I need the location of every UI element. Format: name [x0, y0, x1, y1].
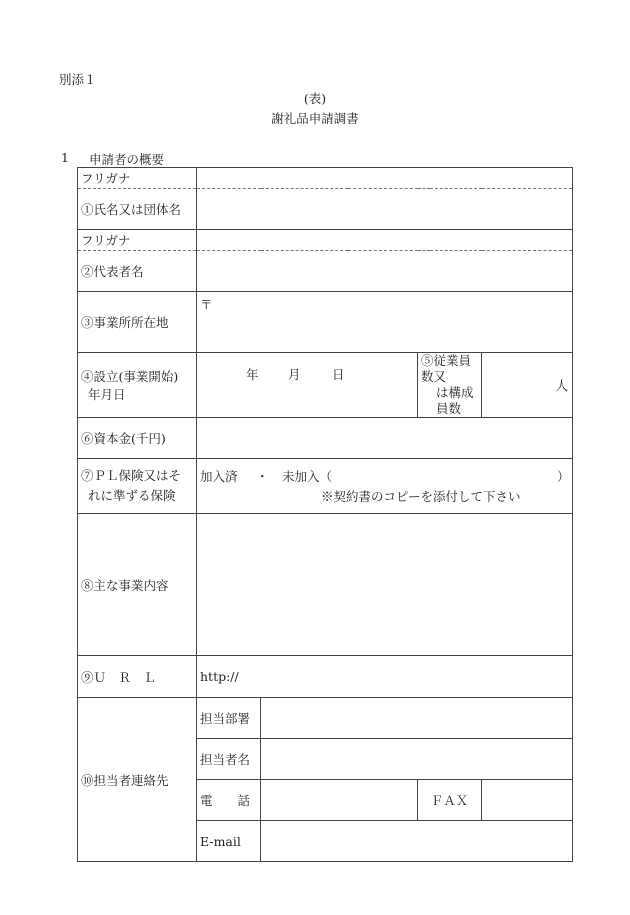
address-label: ③事業所所在地: [78, 292, 197, 353]
url-label: ⑨Ｕ Ｒ Ｌ: [78, 656, 197, 698]
employees-unit: 人: [555, 378, 569, 393]
capital-input[interactable]: [197, 418, 573, 459]
email-input[interactable]: [261, 821, 573, 862]
furigana-input-2[interactable]: [197, 230, 573, 251]
department-label: 担当部署: [197, 698, 261, 739]
person-input[interactable]: [261, 739, 573, 780]
person-label: 担当者名: [197, 739, 261, 780]
capital-label: ⑥資本金(千円): [78, 418, 197, 459]
furigana-label-2: フリガナ: [78, 230, 197, 251]
postal-mark: 〒: [200, 297, 213, 312]
established-date-input[interactable]: [197, 353, 418, 418]
phone-input[interactable]: [261, 780, 418, 821]
pl-notjoined-option[interactable]: 未加入（: [282, 469, 333, 484]
representative-label: ②代表者名: [78, 251, 197, 292]
pl-separator: ・: [256, 469, 269, 484]
department-input[interactable]: [261, 698, 573, 739]
pl-note: ※契約書のコピーを添付して下さい: [321, 489, 521, 504]
fax-label: ＦＡＸ: [418, 780, 482, 821]
month-label: 月: [288, 367, 301, 382]
pl-insurance-input[interactable]: [197, 459, 573, 514]
name-label: ①氏名又は団体名: [78, 189, 197, 230]
name-input[interactable]: [197, 189, 573, 230]
email-label: E-mail: [197, 821, 261, 862]
representative-input[interactable]: [197, 251, 573, 292]
business-input[interactable]: [197, 514, 573, 656]
url-value: http://: [200, 669, 239, 684]
business-label: ⑧主な事業内容: [78, 514, 197, 656]
contact-label: ⑩担当者連絡先: [78, 698, 197, 862]
section-title: 申請者の概要: [89, 152, 165, 167]
pl-close-paren: ）: [557, 469, 570, 484]
attachment-label: 別添１: [59, 72, 97, 87]
phone-label: 電 話: [197, 780, 261, 821]
furigana-label-1: フリガナ: [78, 168, 197, 189]
header-subtitle: (表): [303, 91, 327, 106]
page-title: 謝礼品申請調書: [271, 111, 359, 126]
furigana-input-1[interactable]: [197, 168, 573, 189]
applicant-table: [77, 167, 573, 862]
employees-label: ⑤従業員数又 は構成員数: [418, 353, 482, 418]
section-number: 1: [61, 150, 69, 165]
fax-input[interactable]: [482, 780, 573, 821]
pl-insurance-label: ⑦ＰＬ保険又はそ れに準ずる保険: [78, 459, 197, 514]
url-input[interactable]: [197, 656, 573, 698]
pl-joined-option[interactable]: 加入済: [200, 469, 238, 484]
established-label: ④設立(事業開始) 年月日: [78, 353, 197, 418]
employees-input[interactable]: [482, 353, 573, 418]
day-label: 日: [332, 367, 345, 382]
year-label: 年: [246, 367, 259, 382]
address-input[interactable]: [197, 292, 573, 353]
